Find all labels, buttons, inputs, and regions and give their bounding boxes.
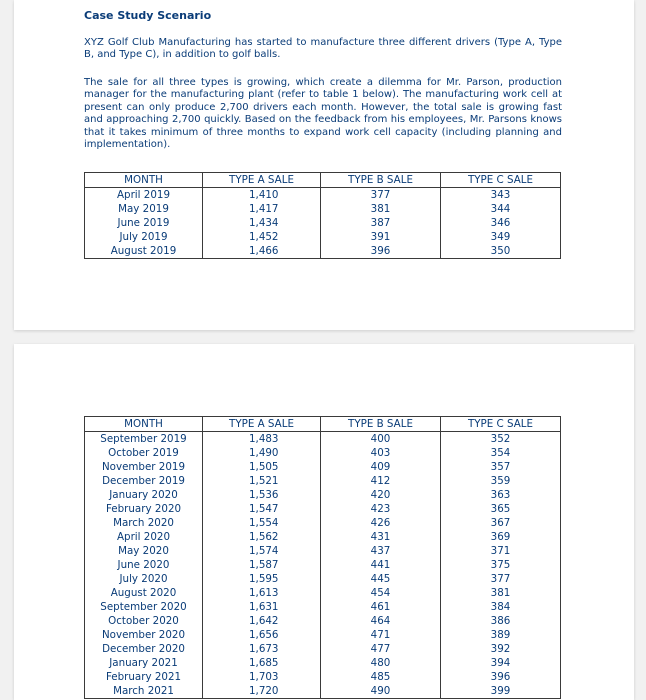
type-a-cell: 1,613: [203, 586, 321, 600]
type-b-cell: 445: [321, 572, 441, 586]
type-c-cell: 369: [441, 530, 561, 544]
type-a-cell: 1,536: [203, 488, 321, 502]
type-b-cell: 464: [321, 614, 441, 628]
type-c-cell: 394: [441, 656, 561, 670]
type-b-cell: 377: [321, 188, 441, 203]
type-b-cell: 426: [321, 516, 441, 530]
type-c-cell: 371: [441, 544, 561, 558]
type-a-cell: 1,490: [203, 446, 321, 460]
table-row: [85, 572, 561, 586]
type-b-cell: 412: [321, 474, 441, 488]
header-type-c: TYPE C SALE: [441, 417, 561, 432]
type-b-cell: 409: [321, 460, 441, 474]
type-a-cell: 1,434: [203, 216, 321, 230]
table-row: [85, 656, 561, 670]
table-row: [85, 244, 561, 259]
table-row: [85, 600, 561, 614]
document-page-2: [14, 344, 634, 700]
type-b-cell: 490: [321, 684, 441, 699]
table-row: [85, 558, 561, 572]
type-c-cell: 357: [441, 460, 561, 474]
type-a-cell: 1,642: [203, 614, 321, 628]
type-a-cell: 1,562: [203, 530, 321, 544]
type-c-cell: 344: [441, 202, 561, 216]
type-b-cell: 477: [321, 642, 441, 656]
type-b-cell: 403: [321, 446, 441, 460]
table-header-row: [85, 173, 561, 188]
type-a-cell: 1,410: [203, 188, 321, 203]
type-b-cell: 461: [321, 600, 441, 614]
type-c-cell: 375: [441, 558, 561, 572]
type-c-cell: 363: [441, 488, 561, 502]
type-c-cell: 377: [441, 572, 561, 586]
month-cell: November 2020: [85, 628, 203, 642]
table-header-row: [85, 417, 561, 432]
type-a-cell: 1,703: [203, 670, 321, 684]
type-c-cell: 359: [441, 474, 561, 488]
type-a-cell: 1,452: [203, 230, 321, 244]
month-cell: April 2019: [85, 188, 203, 203]
month-cell: October 2020: [85, 614, 203, 628]
type-c-cell: 392: [441, 642, 561, 656]
type-c-cell: 365: [441, 502, 561, 516]
header-type-a: TYPE A SALE: [203, 173, 321, 188]
table-row: [85, 474, 561, 488]
type-b-cell: 387: [321, 216, 441, 230]
type-c-cell: 346: [441, 216, 561, 230]
table-row: [85, 202, 561, 216]
table-row: [85, 670, 561, 684]
type-b-cell: 454: [321, 586, 441, 600]
month-cell: November 2019: [85, 460, 203, 474]
type-a-cell: 1,554: [203, 516, 321, 530]
table-row: [85, 642, 561, 656]
month-cell: March 2020: [85, 516, 203, 530]
month-cell: August 2020: [85, 586, 203, 600]
table-row: [85, 502, 561, 516]
month-cell: March 2021: [85, 684, 203, 699]
case-study-title: Case Study Scenario: [84, 9, 212, 22]
type-a-cell: 1,466: [203, 244, 321, 259]
type-c-cell: 396: [441, 670, 561, 684]
month-cell: February 2021: [85, 670, 203, 684]
type-a-cell: 1,483: [203, 432, 321, 447]
type-b-cell: 485: [321, 670, 441, 684]
table-row: [85, 530, 561, 544]
type-c-cell: 381: [441, 586, 561, 600]
type-b-cell: 396: [321, 244, 441, 259]
month-cell: August 2019: [85, 244, 203, 259]
header-month: MONTH: [85, 417, 203, 432]
type-c-cell: 354: [441, 446, 561, 460]
sales-table-1: [84, 172, 561, 259]
month-cell: May 2020: [85, 544, 203, 558]
table-row: [85, 684, 561, 699]
month-cell: December 2019: [85, 474, 203, 488]
type-a-cell: 1,505: [203, 460, 321, 474]
type-a-cell: 1,656: [203, 628, 321, 642]
table-row: [85, 628, 561, 642]
type-a-cell: 1,417: [203, 202, 321, 216]
type-b-cell: 431: [321, 530, 441, 544]
header-month: MONTH: [85, 173, 203, 188]
type-b-cell: 423: [321, 502, 441, 516]
month-cell: April 2020: [85, 530, 203, 544]
type-c-cell: 349: [441, 230, 561, 244]
type-b-cell: 441: [321, 558, 441, 572]
header-type-b: TYPE B SALE: [321, 417, 441, 432]
month-cell: September 2020: [85, 600, 203, 614]
type-a-cell: 1,547: [203, 502, 321, 516]
header-type-a: TYPE A SALE: [203, 417, 321, 432]
month-cell: September 2019: [85, 432, 203, 447]
type-c-cell: 389: [441, 628, 561, 642]
type-a-cell: 1,673: [203, 642, 321, 656]
scenario-paragraph: The sale for all three types is growing, which create a dilemma for Mr. Parson, production manager for the manufacturing plant (refer to table 1 below). The manufacturing work cell at present can only produce 2,700 drivers each month. However, the total sale is growing fast and approaching 2,700 quickly. Based on the feedback from his employees, Mr. Parsons knows that it takes minimum of three months to expand work cell capacity (including planning and implementation).: [84, 77, 562, 151]
table-row: [85, 230, 561, 244]
table-row: [85, 488, 561, 502]
month-cell: December 2020: [85, 642, 203, 656]
table-row: [85, 516, 561, 530]
table-row: [85, 614, 561, 628]
type-c-cell: 352: [441, 432, 561, 447]
table-row: [85, 188, 561, 203]
type-b-cell: 391: [321, 230, 441, 244]
table-row: [85, 460, 561, 474]
month-cell: July 2019: [85, 230, 203, 244]
table-row: [85, 216, 561, 230]
month-cell: October 2019: [85, 446, 203, 460]
header-type-c: TYPE C SALE: [441, 173, 561, 188]
type-c-cell: 350: [441, 244, 561, 259]
type-b-cell: 420: [321, 488, 441, 502]
type-c-cell: 384: [441, 600, 561, 614]
type-a-cell: 1,595: [203, 572, 321, 586]
document-page-1: [14, 0, 634, 330]
header-type-b: TYPE B SALE: [321, 173, 441, 188]
type-b-cell: 480: [321, 656, 441, 670]
month-cell: January 2020: [85, 488, 203, 502]
type-c-cell: 343: [441, 188, 561, 203]
table-row: [85, 544, 561, 558]
month-cell: May 2019: [85, 202, 203, 216]
type-a-cell: 1,720: [203, 684, 321, 699]
intro-paragraph: XYZ Golf Club Manufacturing has started to manufacture three different drivers (Type A, Type B, and Type C), in addition to golf balls.: [84, 37, 562, 61]
type-b-cell: 471: [321, 628, 441, 642]
type-c-cell: 399: [441, 684, 561, 699]
table-row: [85, 446, 561, 460]
type-a-cell: 1,521: [203, 474, 321, 488]
type-b-cell: 381: [321, 202, 441, 216]
month-cell: June 2020: [85, 558, 203, 572]
type-b-cell: 400: [321, 432, 441, 447]
type-b-cell: 437: [321, 544, 441, 558]
month-cell: February 2020: [85, 502, 203, 516]
month-cell: July 2020: [85, 572, 203, 586]
type-a-cell: 1,574: [203, 544, 321, 558]
type-c-cell: 386: [441, 614, 561, 628]
month-cell: June 2019: [85, 216, 203, 230]
table-row: [85, 586, 561, 600]
type-a-cell: 1,631: [203, 600, 321, 614]
type-a-cell: 1,685: [203, 656, 321, 670]
type-a-cell: 1,587: [203, 558, 321, 572]
sales-table-2: [84, 416, 561, 699]
month-cell: January 2021: [85, 656, 203, 670]
table-row: [85, 432, 561, 447]
type-c-cell: 367: [441, 516, 561, 530]
